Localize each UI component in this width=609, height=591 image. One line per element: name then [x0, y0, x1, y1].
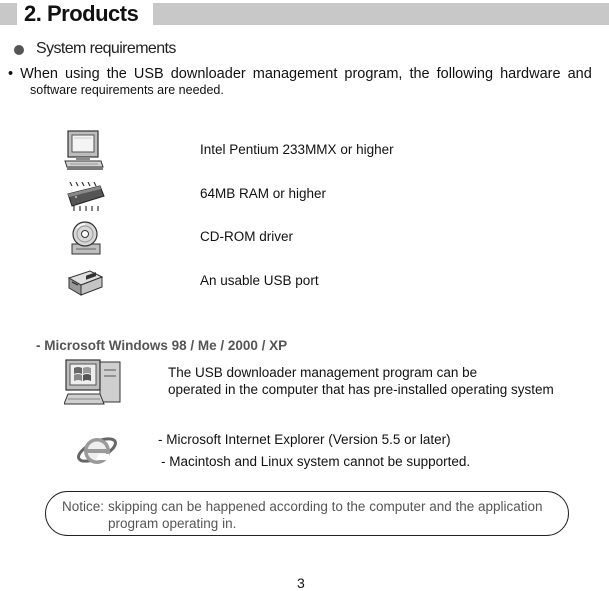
- header-bar: [153, 3, 609, 25]
- requirement-cdrom: CD-ROM driver: [200, 229, 293, 244]
- section-bullet-icon: [14, 45, 24, 55]
- notice-text-2: program operating in.: [108, 516, 237, 531]
- usb-port-icon: [66, 268, 104, 298]
- requirement-usb: An usable USB port: [200, 273, 319, 288]
- os-heading: - Microsoft Windows 98 / Me / 2000 / XP: [36, 338, 288, 353]
- os-description-2: operated in the computer that has pre-installed operating system: [168, 382, 554, 397]
- browser-requirement: - Microsoft Internet Explorer (Version 5.5 or later): [158, 432, 451, 447]
- section-title: System requirements: [36, 40, 176, 57]
- cd-rom-icon: [68, 220, 104, 256]
- intro-bullet: •: [8, 66, 14, 82]
- page-number: 3: [297, 575, 305, 591]
- platform-limitation: - Macintosh and Linux system cannot be supported.: [161, 454, 471, 469]
- intro-text-1: When using the USB downloader management program, the following hardware and: [20, 66, 592, 82]
- notice-text-1: skipping can be happened according to the computer and the application: [108, 499, 543, 514]
- internet-explorer-icon: [76, 428, 120, 472]
- computer-icon: [64, 130, 104, 172]
- requirement-cpu: Intel Pentium 233MMX or higher: [200, 142, 394, 157]
- header-left-block: [0, 3, 17, 25]
- windows-computer-icon: [64, 356, 124, 412]
- requirement-ram: 64MB RAM or higher: [200, 186, 327, 201]
- ram-chip-icon: [64, 182, 106, 212]
- os-description-1: The USB downloader management program can be: [168, 365, 478, 380]
- page-title: 2. Products: [24, 1, 139, 26]
- intro-line-1: [8, 66, 592, 82]
- intro-line-2: software requirements are needed.: [30, 83, 224, 97]
- notice-label: Notice:: [62, 499, 105, 514]
